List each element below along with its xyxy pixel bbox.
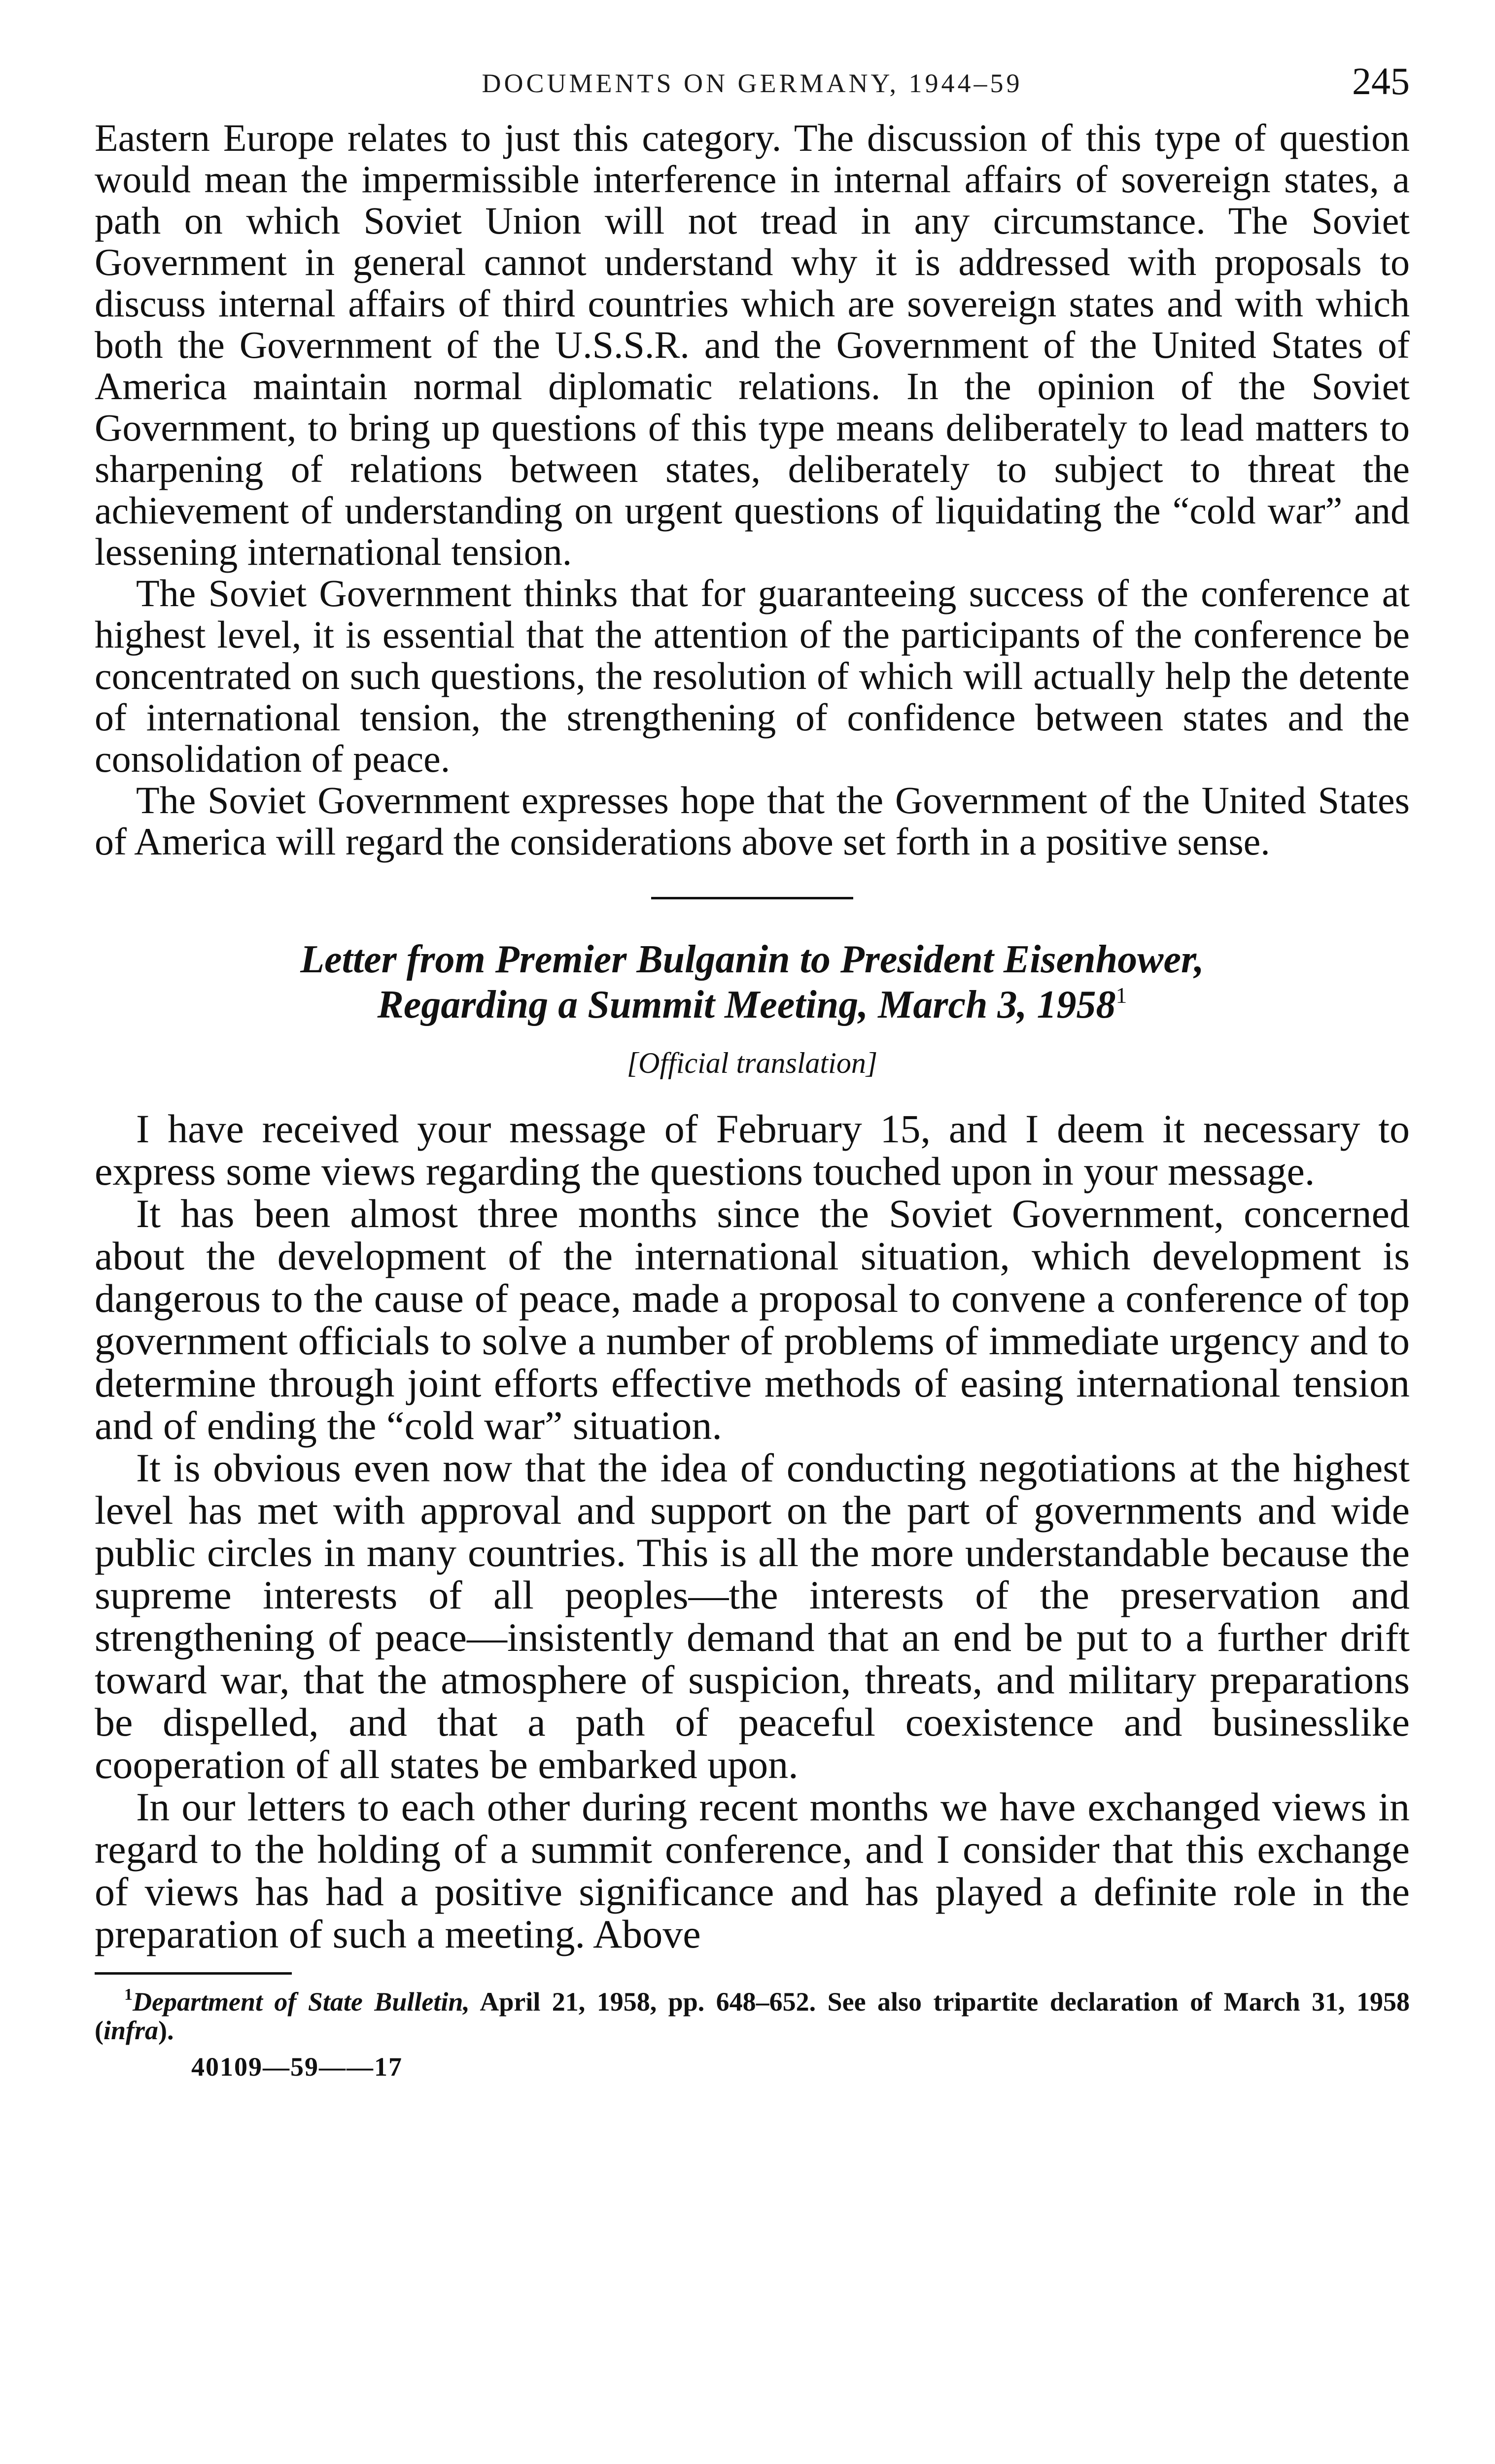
footnote-source: Department of State Bulletin, (133, 1987, 470, 2017)
footnote-ref: infra (103, 2016, 159, 2045)
paragraph: The Soviet Government expresses hope that the Government of the United States of America will regard the considerations above set forth in a positive sense. (95, 779, 1410, 863)
print-code: 40109—59——17 (191, 2052, 403, 2082)
page-number: 245 (1352, 60, 1410, 103)
paragraph: It is obvious even now that the idea of conducting negotiations at the highest level has met with approval and support on the part of governments and wide public circles in many countries. This is all the more understandable because the supreme interests of all peoples—the interests of the preservation and strengthening of peace—insistently demand that an end be put to a further drift toward war, that the atmosphere of suspicion, threats, and military preparations be dispelled, and that a path of peaceful coexistence and businesslike cooperation of all states be embarked upon. (95, 1445, 1410, 1787)
running-head (95, 58, 1410, 117)
paragraph: The Soviet Government thinks that for guaranteeing success of the conference at highest level, it is essential that the attention of the participants of the conference be concentrated on such questions, the resolution of which will actually help the detente of international tension, the strengthening of confidence between states and the consolidation of peace. (95, 572, 1410, 780)
running-title: DOCUMENTS ON GERMANY, 1944–59 (482, 68, 1023, 98)
section-divider (651, 897, 853, 899)
document-title (95, 937, 1410, 1027)
translation-note: [Official translation] (626, 1047, 878, 1079)
paragraph: It has been almost three months since the Soviet Government, concerned about the development of the international situation, which development is dangerous to the cause of peace, made a proposal to convene a conference of top government officials to solve a number of problems of immediate urgency and to determine through joint efforts effective methods of easing international tension and of ending the “cold war” situation. (95, 1191, 1410, 1448)
paragraph: In our letters to each other during recent months we have exchanged views in regard to the holding of a summit conference, and I consider that this exchange of views has had a positive significance and has played a definite role in the preparation of such a meeting. Above (95, 1784, 1410, 1956)
title-line-2: Regarding a Summit Meeting, March 3, 1958 (377, 983, 1116, 1027)
document-page (95, 58, 1410, 2424)
footnote-marker: 1 (1115, 983, 1127, 1008)
footnote (95, 1987, 1410, 2045)
footnote-divider (95, 1972, 292, 1975)
paragraph: Eastern Europe relates to just this category. The discussion of this type of question would mean the impermissible interference in internal affairs of sovereign states, a path on which Soviet Union will not tread in any circumstance. The Soviet Government in general cannot understand why it is addressed with proposals to discuss internal affairs of third countries which are sovereign states and with which both the Government of the U.S.S.R. and the Government of the United States of America maintain normal diplomatic relations. In the opinion of the Soviet Government, to bring up questions of this type means deliberately to lead matters to sharpening of relations between states, deliberately to subject to threat the achievement of understanding on urgent questions of liquidating the “cold war” and lessening international tension. (95, 116, 1410, 573)
footnote-citation: April 21, 1958, pp. 648–652. See also tripartite declaration of March 31, 1958 ( (95, 1987, 1410, 2045)
letter-body (95, 1108, 1410, 1955)
title-line-1: Letter from Premier Bulganin to President Eisenhower, (300, 938, 1204, 981)
footnote-closing: ). (158, 2016, 174, 2045)
continued-text (95, 117, 1410, 862)
paragraph: I have received your message of February 15, and I deem it necessary to express some views regarding the questions touched upon in your message. (95, 1106, 1410, 1194)
footnote-number: 1 (124, 1985, 133, 2004)
